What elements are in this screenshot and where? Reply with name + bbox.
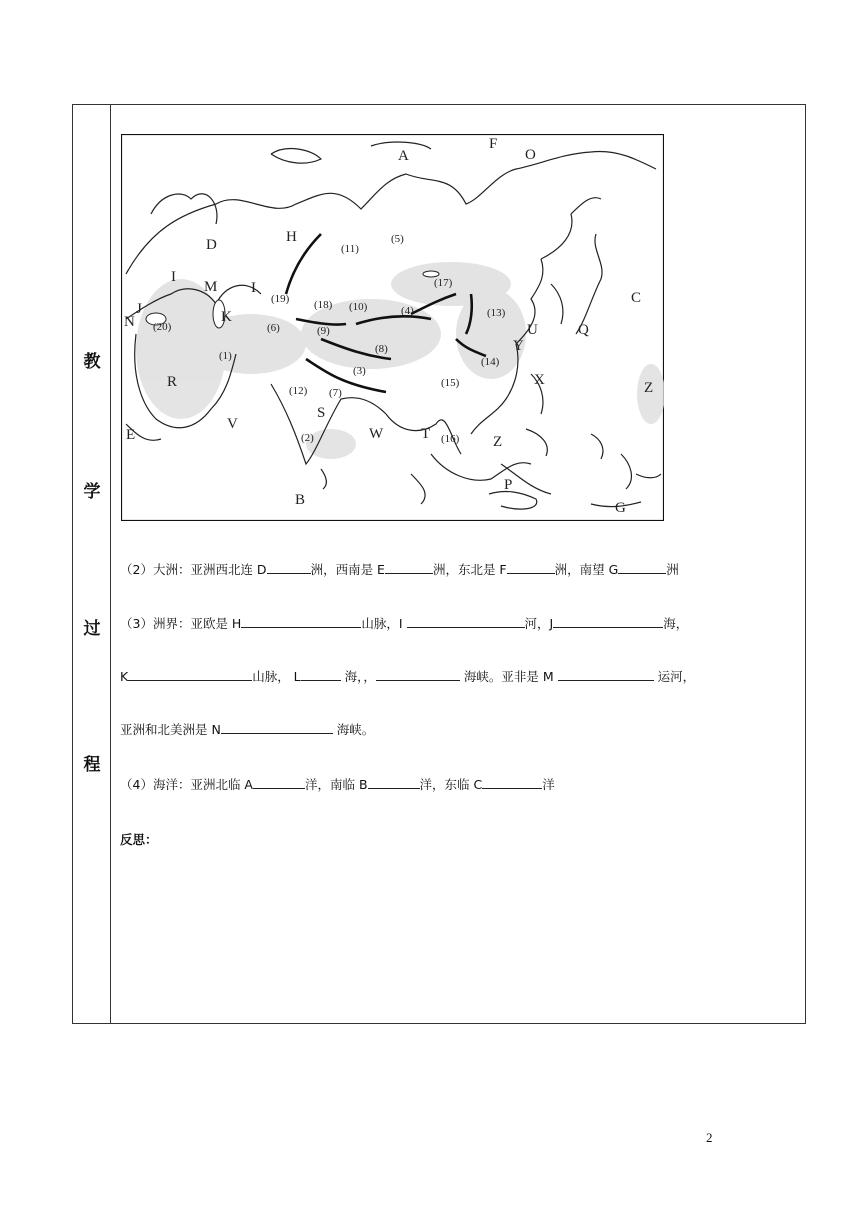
reflection-label: 反思： — [120, 832, 158, 847]
question-2-continents: （2）大洲：亚洲西北连 D 洲，西南是 E 洲，东北是 F 洲，南望 G 洲 — [120, 562, 679, 577]
side-char-3: 过 — [83, 619, 101, 639]
blank-D[interactable] — [267, 561, 311, 574]
blank-F[interactable] — [507, 561, 555, 574]
map-label-A: A — [398, 148, 409, 164]
map-number-8: (8) — [375, 343, 388, 355]
map-label-N: O — [525, 147, 536, 163]
map-label-P: Q — [578, 322, 589, 338]
map-label-W: X — [534, 372, 545, 388]
side-char-4: 程 — [83, 755, 101, 775]
map-label-X: Y — [513, 338, 524, 354]
blank-C[interactable] — [482, 776, 542, 789]
blank-M[interactable] — [558, 668, 654, 681]
map-label-Q: R — [167, 374, 178, 390]
map-number-5: (5) — [391, 233, 404, 245]
map-label-F: F — [489, 136, 498, 152]
map-label-S: T — [421, 426, 431, 442]
question-4-oceans: （4）海洋：亚洲北临 A 洋，南临 B 洋，东临 C 洋 — [120, 777, 555, 792]
map-label-T: U — [527, 322, 538, 338]
map-number-16: (16) — [441, 433, 460, 445]
map-label-D: D — [206, 237, 217, 253]
map-label-V: W — [369, 426, 384, 442]
map-label-C: C — [631, 290, 642, 306]
map-number-19: (19) — [271, 293, 290, 305]
question-3-line-2: K 山脉， L 海，， 海峡。亚非是 M 运河， — [120, 669, 696, 684]
map-label-U: V — [227, 416, 238, 432]
map-label-I-east: I — [251, 280, 256, 296]
map-label-J: K — [221, 309, 232, 325]
map-number-6: (6) — [267, 322, 280, 334]
map-label-I-south: J — [136, 301, 142, 317]
map-number-11: (11) — [341, 243, 359, 255]
map-number-18: (18) — [314, 299, 333, 311]
map-number-1: (1) — [219, 350, 232, 362]
blank-I[interactable] — [407, 615, 525, 628]
map-label-H: H — [286, 229, 297, 245]
map-label-I-west: I — [171, 269, 176, 285]
map-label-G: G — [615, 500, 626, 516]
blank-strait[interactable] — [376, 668, 460, 681]
map-label-M: N — [124, 314, 135, 330]
side-char-1: 教 — [83, 352, 101, 372]
map-number-20: (20) — [153, 321, 172, 333]
map-label-B: B — [295, 492, 306, 508]
blank-H[interactable] — [241, 615, 361, 628]
blank-E[interactable] — [385, 561, 433, 574]
blank-J[interactable] — [553, 615, 663, 628]
map-number-13: (13) — [487, 307, 506, 319]
map-number-10: (10) — [349, 301, 368, 313]
blank-B[interactable] — [368, 776, 420, 789]
map-label-Y: Z — [493, 434, 503, 450]
map-number-2: (2) — [301, 432, 314, 444]
blank-A[interactable] — [253, 776, 305, 789]
question-3-boundaries: （3）洲界：亚欧是 H 山脉，I 河，J 海， — [120, 616, 689, 631]
map-label-E: E — [126, 427, 136, 443]
page-number: 2 — [706, 1130, 713, 1145]
map-label-K: M — [204, 279, 218, 295]
asia-outline-map — [121, 134, 664, 521]
map-label-R: S — [317, 405, 326, 421]
map-number-14: (14) — [481, 356, 500, 368]
map-number-7: (7) — [329, 387, 342, 399]
map-number-12: (12) — [289, 385, 308, 397]
map-label-Z: Z — [644, 380, 654, 396]
map-number-17: (17) — [434, 277, 453, 289]
map-number-9: (9) — [317, 325, 330, 337]
map-number-4: (4) — [401, 305, 414, 317]
map-label-O: P — [504, 477, 513, 493]
blank-G[interactable] — [618, 561, 666, 574]
map-number-3: (3) — [353, 365, 366, 377]
side-char-2: 学 — [83, 482, 101, 502]
blank-N[interactable] — [221, 721, 333, 734]
blank-L[interactable] — [301, 668, 341, 681]
map-number-15: (15) — [441, 377, 460, 389]
question-3-line-3: 亚洲和北美洲是 N 海峡。 — [120, 722, 375, 737]
blank-K[interactable] — [128, 668, 252, 681]
side-label-column — [73, 105, 111, 1023]
